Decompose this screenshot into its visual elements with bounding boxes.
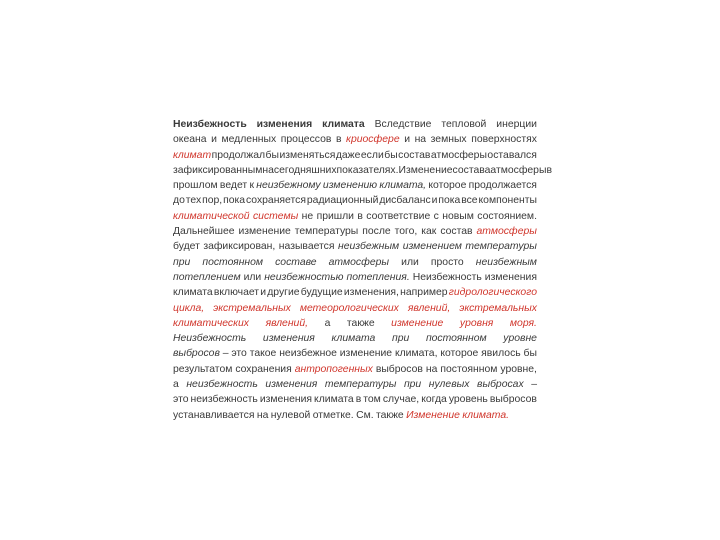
word: температуры xyxy=(465,241,537,253)
word: не xyxy=(301,210,314,222)
word: изменение xyxy=(339,348,393,360)
word: выбросов xyxy=(173,348,220,360)
word: выбросов xyxy=(489,394,537,406)
word: это xyxy=(173,394,189,406)
word: пока xyxy=(223,195,246,207)
word: неизбежным xyxy=(475,256,537,268)
text-line xyxy=(173,132,537,147)
word: явилось xyxy=(481,348,521,360)
word: продолжается xyxy=(468,180,537,192)
word: климата, xyxy=(379,180,427,192)
text-line xyxy=(173,346,537,361)
word: Неизбежность xyxy=(412,271,482,283)
glossary-link[interactable]: атмосферы xyxy=(476,226,537,238)
glossary-link[interactable]: климатических xyxy=(173,317,249,329)
word: показателях. xyxy=(336,164,399,176)
text-line xyxy=(173,285,537,300)
word: инерции xyxy=(496,119,537,130)
word: бы xyxy=(384,149,398,161)
word: отметке. xyxy=(312,409,354,421)
word: сохраняется xyxy=(245,195,306,207)
word: того, xyxy=(394,226,418,238)
article-text xyxy=(173,117,552,423)
word: изменения, xyxy=(343,287,399,299)
glossary-link[interactable]: системы xyxy=(252,210,299,222)
text-line xyxy=(173,377,537,392)
word: при xyxy=(403,379,422,391)
word: новым xyxy=(442,210,474,222)
text-line xyxy=(173,331,537,346)
word: изменения xyxy=(262,333,315,345)
word: как xyxy=(421,226,437,238)
word: которое xyxy=(440,348,479,360)
word: и xyxy=(211,134,217,146)
word: неизбежностью xyxy=(264,271,344,283)
word: климата xyxy=(322,119,365,130)
word: температуры xyxy=(294,226,359,238)
word: атмосферы xyxy=(328,256,390,268)
word: Изменение xyxy=(398,164,453,176)
word: неизбежность xyxy=(186,379,258,391)
word: потепления. xyxy=(346,271,410,283)
word: уровне, xyxy=(500,363,537,375)
word: на xyxy=(414,134,427,146)
word: также xyxy=(346,317,375,329)
glossary-link[interactable]: климат xyxy=(173,149,212,161)
word: изменение xyxy=(238,226,291,238)
word: уровень xyxy=(448,394,488,406)
glossary-link[interactable]: экстремальных xyxy=(213,302,291,314)
word: просто xyxy=(430,256,464,268)
word: даже xyxy=(335,149,361,161)
glossary-link[interactable]: экстремальных xyxy=(459,302,537,314)
word: или xyxy=(401,256,419,268)
text-line xyxy=(173,239,537,254)
word: а xyxy=(173,379,179,391)
text-line xyxy=(173,392,537,407)
word: океана xyxy=(173,134,207,146)
word: постоянном xyxy=(425,333,487,345)
word: процессов xyxy=(280,134,332,146)
glossary-link[interactable]: климатической xyxy=(173,210,250,222)
word: поверхностях xyxy=(471,134,537,146)
text-line xyxy=(173,362,537,377)
word: состоянием. xyxy=(477,210,537,222)
glossary-link[interactable]: явлений, xyxy=(265,317,308,329)
word: атмосферы xyxy=(490,164,547,176)
word: все xyxy=(461,195,478,207)
word: неизбежность xyxy=(190,394,258,406)
glossary-link[interactable]: изменение xyxy=(391,317,444,329)
text-line xyxy=(173,270,537,285)
word: том xyxy=(363,394,381,406)
word: тепловой xyxy=(441,119,487,130)
word: См. xyxy=(356,409,374,421)
text-line xyxy=(173,408,537,423)
word: изменением xyxy=(402,241,462,253)
word: когда xyxy=(421,394,447,406)
word: на xyxy=(425,363,438,375)
word: изменения xyxy=(265,379,318,391)
word: в xyxy=(357,210,363,222)
word: и xyxy=(260,287,267,299)
word: изменения xyxy=(484,271,537,283)
word: а xyxy=(324,317,331,329)
word: результатом xyxy=(173,363,233,375)
word: пор, xyxy=(202,195,223,207)
glossary-link[interactable]: антропогенных xyxy=(294,363,373,375)
word: включает xyxy=(213,287,260,299)
word: состав xyxy=(440,226,473,238)
glossary-link[interactable]: криосфере xyxy=(346,134,400,146)
word: климата xyxy=(173,287,213,299)
word: земных xyxy=(430,134,467,146)
text-line xyxy=(173,301,537,316)
word: Неизбежность xyxy=(173,119,247,130)
word: – xyxy=(531,379,537,391)
word: бы xyxy=(523,348,537,360)
word: составе xyxy=(275,256,317,268)
word: Дальнейшее xyxy=(173,226,235,238)
text-line xyxy=(173,117,537,132)
word: постоянном xyxy=(440,363,498,375)
word: и xyxy=(431,195,438,207)
word: состава xyxy=(452,164,491,176)
word: сегодняшних xyxy=(273,164,337,176)
word: изменению xyxy=(322,180,378,192)
word: пока xyxy=(438,195,461,207)
glossary-link[interactable]: цикла, xyxy=(173,302,205,314)
word: прошлом xyxy=(173,180,218,192)
word: выбросах xyxy=(477,379,524,391)
word: Неизбежность xyxy=(173,333,247,345)
word: если xyxy=(360,149,384,161)
word: изменения xyxy=(256,119,313,130)
word: зафиксированным xyxy=(173,164,263,176)
text-line xyxy=(173,178,537,193)
word: радиационный xyxy=(306,195,379,207)
word: при xyxy=(391,333,410,345)
word: уровне xyxy=(503,333,537,345)
word: и xyxy=(404,134,410,146)
word: в xyxy=(546,164,552,176)
word: потеплением xyxy=(173,271,241,283)
word: нулевой xyxy=(270,409,311,421)
text-line xyxy=(173,148,537,163)
word: называется xyxy=(278,241,335,253)
word: к xyxy=(249,180,254,192)
word: пришли xyxy=(316,210,354,222)
word: климата xyxy=(331,333,376,345)
word: зафиксирован, xyxy=(203,241,276,253)
glossary-link[interactable]: метеорологических xyxy=(299,302,399,314)
word: оставался xyxy=(487,149,537,161)
word: состав xyxy=(398,149,431,161)
word: при xyxy=(173,256,191,268)
word: температуры xyxy=(324,379,397,391)
word: другие xyxy=(267,287,300,299)
word: ведет xyxy=(219,180,248,192)
word: будет xyxy=(173,241,200,253)
glossary-link[interactable]: явлений, xyxy=(407,302,451,314)
word: бы xyxy=(265,149,279,161)
word: – xyxy=(222,348,229,360)
word: постоянном xyxy=(202,256,264,268)
word: нулевых xyxy=(428,379,470,391)
word: это xyxy=(231,348,247,360)
word: климата xyxy=(314,394,354,406)
glossary-link[interactable]: моря. xyxy=(509,317,537,329)
word: например xyxy=(400,287,448,299)
word: неизбежным xyxy=(338,241,400,253)
word: изменения xyxy=(259,394,313,406)
word: или xyxy=(243,271,262,283)
word: будущие xyxy=(300,287,343,299)
word: сохранения xyxy=(235,363,292,375)
word: которое xyxy=(428,180,467,192)
word: до xyxy=(173,195,185,207)
word: тех xyxy=(185,195,202,207)
glossary-link[interactable]: гидрологического xyxy=(448,287,537,299)
word: в xyxy=(355,394,362,406)
word: продолжал xyxy=(211,149,266,161)
word: дисбаланс xyxy=(379,195,431,207)
word: компоненты xyxy=(478,195,537,207)
word: такое xyxy=(249,348,277,360)
text-line xyxy=(173,163,552,178)
word: соответствие xyxy=(366,210,431,222)
word: изменяться xyxy=(279,149,336,161)
word: медленных xyxy=(221,134,277,146)
word: случае, xyxy=(382,394,420,406)
text-line xyxy=(173,255,537,270)
word: Вследствие xyxy=(374,119,432,130)
word: неизбежное xyxy=(279,348,337,360)
text-line xyxy=(173,224,537,239)
word: на xyxy=(262,164,274,176)
text-line xyxy=(173,193,537,208)
text-line xyxy=(173,316,537,331)
word: неизбежному xyxy=(256,180,321,192)
word: климата, xyxy=(394,348,438,360)
glossary-link[interactable]: климата. xyxy=(462,409,509,421)
text-line xyxy=(173,209,537,224)
word: на xyxy=(256,409,269,421)
word: после xyxy=(362,226,391,238)
word: в xyxy=(335,134,342,146)
word: также xyxy=(376,409,404,421)
word: атмосферы xyxy=(430,149,487,161)
word: выбросов xyxy=(375,363,423,375)
glossary-link[interactable]: уровня xyxy=(459,317,494,329)
word: устанавливается xyxy=(173,409,255,421)
glossary-link[interactable]: Изменение xyxy=(406,409,460,421)
word: с xyxy=(433,210,439,222)
